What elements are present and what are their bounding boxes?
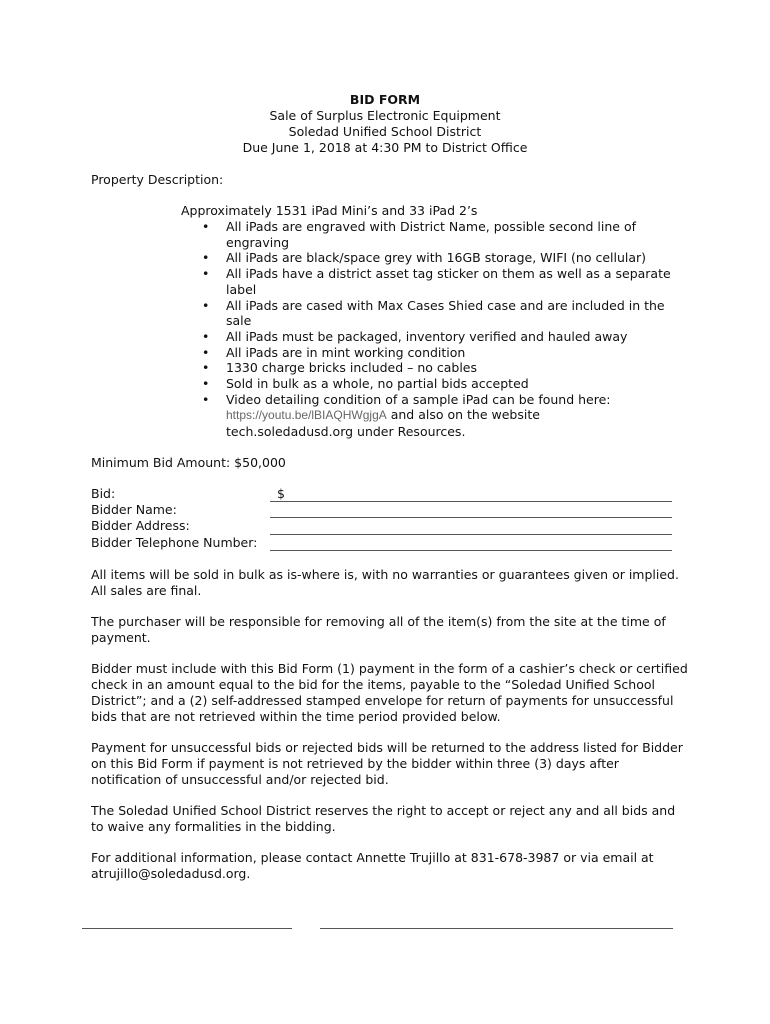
signature-line[interactable] [82,928,292,929]
video-text: Video detailing condition of a sample iPad can be found here: [226,391,611,407]
video-after-text: and also on the website [386,407,540,423]
paragraph-contact: For additional information, please contact Annette Trujillo at 831-678-3987 or via email at atrujillo@soledadusd.org. [91,850,654,881]
bullet-item-video [200,392,690,440]
header-subtitle-2: Soledad Unified School District [288,124,482,139]
paragraph-removal: The purchaser will be responsible for removing all of the item(s) from the site at the time of payment. [91,614,666,645]
bidder-phone-label: Bidder Telephone Number: [91,535,258,550]
bullet-item: • All iPads must be packaged, inventory verified and hauled away [200,329,690,345]
bid-field[interactable] [270,501,672,502]
bullet-item: • Sold in bulk as a whole, no partial bids accepted [200,376,690,392]
document-title: BID FORM [349,92,421,107]
paragraph-rights-reserved: The Soledad Unified School District reserves the right to accept or reject any and all bids and to waive any formalities in the bidding. [91,803,676,834]
bidder-name-field[interactable] [270,517,672,518]
header-subtitle-1: Sale of Surplus Electronic Equipment [269,108,501,123]
bullet-item: • All iPads are cased with Max Cases Shied case and are included in the sale [200,298,690,329]
bidder-address-label: Bidder Address: [91,518,190,533]
paragraph-payment-requirements: Bidder must include with this Bid Form (1) payment in the form of a cashier’s check or certified check in an amount equal to the bid for the items, payable to the “Soledad Unified School District”; and a (2) self-addressed stamped envelope for return of payments for unsuccessful bids that are not retrieved within the time period provided below. [91,661,688,724]
bidder-address-field[interactable] [270,534,672,535]
bullet-item: • All iPads are engraved with District Name, possible second line of engraving [200,219,690,250]
video-site-text: tech.soledadusd.org under Resources. [226,424,466,440]
bid-label: Bid: [91,486,116,501]
property-intro: Approximately 1531 iPad Mini’s and 33 iPad 2’s [181,203,478,218]
video-link[interactable]: https://youtu.be/lBIAQHWgjgA [226,408,387,423]
paragraph-unsuccessful-bids: Payment for unsuccessful bids or rejected bids will be returned to the address listed for Bidder on this Bid Form if payment is not retrieved by the bidder within three (3) days after notification of unsuccessful and/or rejected bid. [91,740,683,787]
bidder-phone-field[interactable] [270,550,672,551]
minimum-bid-amount: Minimum Bid Amount: $50,000 [91,455,286,470]
signature-line[interactable] [320,928,673,929]
bullet-item: • All iPads have a district asset tag sticker on them as well as a separate label [200,266,690,297]
paragraph-as-is: All items will be sold in bulk as is-where is, with no warranties or guarantees given or implied. All sales are final. [91,567,679,598]
bullet-item: • All iPads are black/space grey with 16GB storage, WIFI (no cellular) [200,250,690,266]
bullet-item: • All iPads are in mint working condition [200,345,690,361]
header-due-date: Due June 1, 2018 at 4:30 PM to District Office [242,140,528,155]
bidder-name-label: Bidder Name: [91,502,177,517]
bid-dollar-sign: $ [277,486,285,501]
property-bullet-list [200,219,690,440]
bullet-item: • 1330 charge bricks included – no cables [200,360,690,376]
document-header [0,92,770,156]
property-description-label: Property Description: [91,172,224,187]
